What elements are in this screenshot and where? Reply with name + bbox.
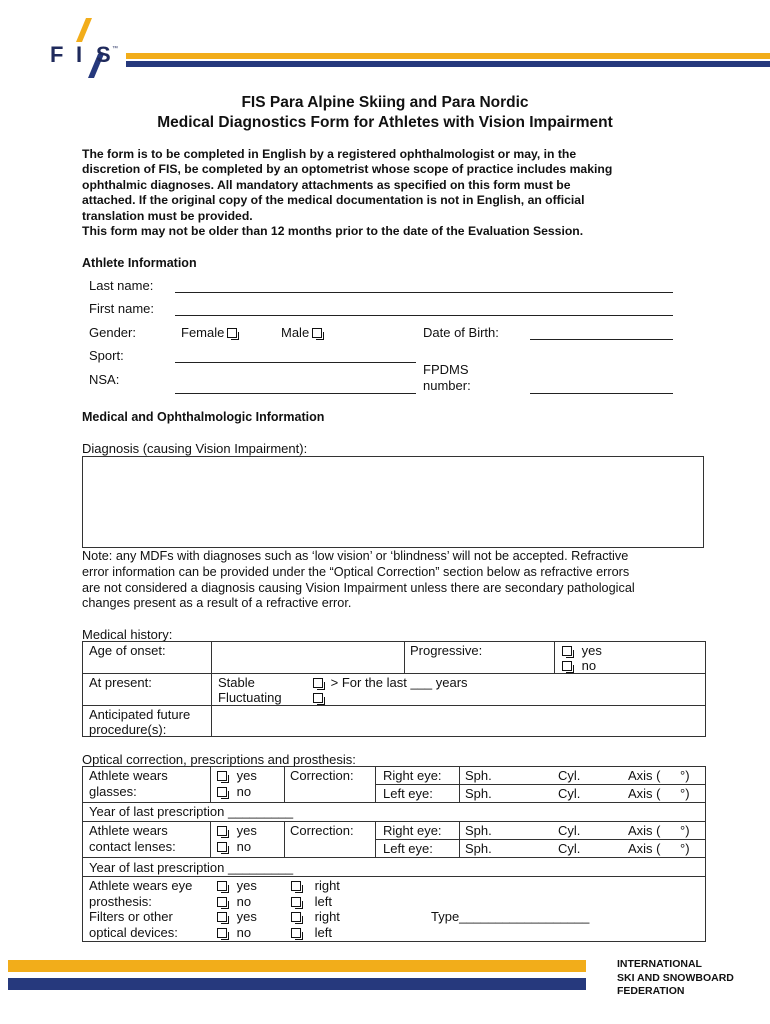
anticipated-label	[89, 707, 190, 737]
filters-yes-checkbox[interactable]	[217, 912, 227, 922]
form-title-line2: Medical Diagnostics Form for Athletes with Vision Impairment	[157, 114, 613, 131]
yes-label: yes	[236, 878, 257, 893]
gender-label: Gender:	[89, 325, 136, 340]
prosthesis-right-checkbox[interactable]	[291, 881, 301, 891]
contacts-label	[89, 823, 176, 855]
filters-right-checkbox[interactable]	[291, 912, 301, 922]
contacts-year-last-prescription: Year of last prescription _________	[89, 860, 294, 875]
right-label: right	[314, 878, 340, 893]
dob-label: Date of Birth:	[423, 325, 499, 340]
fpdms-field[interactable]	[530, 393, 673, 394]
gender-female-option[interactable]	[181, 325, 237, 340]
note-line: changes present as a result of a refractive error.	[82, 596, 352, 611]
glasses-correction-label: Correction:	[290, 768, 354, 783]
contacts-label-line2: contact lenses:	[89, 839, 176, 854]
prosthesis-yes-checkbox[interactable]	[217, 881, 227, 891]
optical-table	[82, 766, 706, 942]
footer-stripe-yellow	[8, 960, 586, 972]
progressive-no-option[interactable]	[562, 658, 596, 673]
glasses-right-eye-label: Right eye:	[383, 768, 442, 783]
yes-label: yes	[581, 643, 602, 658]
left-label: left	[314, 925, 332, 940]
form-title-line1: FIS Para Alpine Skiing and Para Nordic	[241, 94, 529, 111]
glasses-right-cyl: Cyl.	[558, 768, 581, 783]
right-label: right	[314, 909, 340, 924]
first-name-label: First name:	[89, 301, 155, 316]
gender-male-option[interactable]	[281, 325, 322, 340]
contacts-left-axis: Axis (	[628, 841, 661, 856]
filters-left-option[interactable]	[291, 925, 332, 940]
medical-history-heading: Medical history:	[82, 627, 173, 642]
diagnosis-note	[82, 549, 712, 612]
no-label: no	[236, 894, 252, 909]
glasses-right-axis: Axis (	[628, 768, 661, 783]
left-label: left	[314, 894, 332, 909]
federation-line1: INTERNATIONAL	[617, 958, 702, 970]
fluctuating-label: Fluctuating	[218, 690, 282, 705]
stable-option[interactable]	[313, 675, 468, 690]
logo-trademark: ™	[112, 46, 118, 52]
glasses-label-line2: glasses:	[89, 784, 137, 799]
stable-checkbox[interactable]	[313, 678, 323, 688]
age-onset-label: Age of onset:	[89, 643, 166, 658]
filters-label-line1: Filters or other	[89, 909, 173, 924]
logo-letter-s: S	[96, 42, 111, 67]
dob-field[interactable]	[530, 339, 673, 340]
no-label: no	[236, 839, 252, 854]
glasses-left-cyl: Cyl.	[558, 786, 581, 801]
fis-logo-mark	[46, 16, 126, 80]
glasses-left-eye-label: Left eye:	[383, 786, 433, 801]
no-label: no	[236, 925, 252, 940]
federation-line3: FEDERATION	[617, 985, 685, 997]
athlete-info-heading: Athlete Information	[82, 256, 197, 270]
diagnosis-label: Diagnosis (causing Vision Impairment):	[82, 441, 308, 456]
header-stripe-yellow	[126, 53, 770, 59]
glasses-label	[89, 768, 168, 800]
prosthesis-label-line1: Athlete wears eye	[89, 878, 193, 893]
intro-line: discretion of FIS, be completed by an optometrist whose scope of practice includes making	[82, 162, 613, 177]
intro-line: The form is to be completed in English by a registered ophthalmologist or may, in the	[82, 147, 577, 161]
yes-label: yes	[236, 909, 257, 924]
contacts-right-cyl: Cyl.	[558, 823, 581, 838]
glasses-right-sph: Sph.	[465, 768, 492, 783]
contacts-correction-label: Correction:	[290, 823, 354, 838]
prosthesis-label-line2: prosthesis:	[89, 893, 152, 909]
filters-type-field[interactable]: Type__________________	[431, 909, 590, 924]
contacts-left-cyl: Cyl.	[558, 841, 581, 856]
glasses-left-deg: °)	[680, 786, 690, 801]
no-label: no	[236, 784, 252, 799]
glasses-no-option[interactable]	[217, 784, 251, 799]
footer-stripe-blue	[8, 978, 586, 990]
prosthesis-left-option[interactable]	[291, 894, 332, 909]
prosthesis-left-checkbox[interactable]	[291, 897, 301, 907]
prosthesis-no-option[interactable]	[217, 894, 251, 909]
prosthesis-yes-option[interactable]	[217, 878, 257, 893]
filters-no-option[interactable]	[217, 925, 251, 940]
anticipated-label-line2: procedure(s):	[89, 722, 167, 737]
federation-line2: SKI AND SNOWBOARD	[617, 971, 734, 984]
yes-label: yes	[236, 823, 257, 838]
contacts-right-eye-label: Right eye:	[383, 823, 442, 838]
male-checkbox[interactable]	[312, 328, 322, 338]
last-name-label: Last name:	[89, 278, 154, 293]
contacts-no-option[interactable]	[217, 839, 251, 854]
first-name-field[interactable]	[175, 315, 673, 316]
fluctuating-checkbox[interactable]	[313, 693, 323, 703]
note-line: error information can be provided under the “Optical Correction” section below as refractive errors	[82, 564, 630, 579]
diagnosis-textbox[interactable]	[82, 456, 704, 548]
logo-letter-i: I	[76, 42, 83, 67]
at-present-label: At present:	[89, 675, 152, 690]
filters-label	[89, 909, 178, 940]
contacts-no-checkbox[interactable]	[217, 842, 227, 852]
contacts-right-sph: Sph.	[465, 823, 492, 838]
filters-no-checkbox[interactable]	[217, 928, 227, 938]
glasses-label-line1: Athlete wears	[89, 768, 168, 783]
sport-field[interactable]	[175, 362, 416, 363]
female-label: Female	[181, 325, 225, 340]
note-line: Note: any MDFs with diagnoses such as ‘low vision’ or ‘blindness’ will not be accepted. Refractive	[82, 549, 629, 563]
fpdms-label-line1: FPDMS	[423, 362, 469, 377]
header-stripe-blue	[126, 61, 770, 67]
progressive-label: Progressive:	[410, 643, 483, 658]
fis-logo	[46, 16, 126, 80]
nsa-label: NSA:	[89, 372, 120, 387]
glasses-yes-checkbox[interactable]	[217, 771, 227, 781]
medical-history-table	[82, 641, 706, 737]
progressive-no-checkbox[interactable]	[562, 661, 572, 671]
contacts-left-eye-label: Left eye:	[383, 841, 433, 856]
stable-label: Stable	[218, 675, 255, 690]
sport-label: Sport:	[89, 348, 124, 363]
prosthesis-label	[89, 878, 192, 909]
filters-yes-option[interactable]	[217, 909, 257, 924]
intro-line: translation must be provided.	[82, 208, 253, 223]
intro-line: attached. If the original copy of the medical documentation is not in English, an official	[82, 193, 585, 208]
filters-right-option[interactable]	[291, 909, 340, 924]
glasses-right-deg: °)	[680, 768, 690, 783]
glasses-left-axis: Axis (	[628, 786, 661, 801]
filters-label-line2: optical devices:	[89, 924, 178, 940]
contacts-right-deg: °)	[680, 823, 690, 838]
glasses-left-sph: Sph.	[465, 786, 492, 801]
note-line: are not considered a diagnosis causing Vision Impairment unless there are secondary pathological	[82, 580, 635, 595]
contacts-yes-checkbox[interactable]	[217, 826, 227, 836]
contacts-left-deg: °)	[680, 841, 690, 856]
optical-heading: Optical correction, prescriptions and prosthesis:	[82, 752, 356, 767]
fpdms-label-line2: number:	[423, 378, 471, 393]
prosthesis-right-option[interactable]	[291, 878, 340, 893]
intro-text	[82, 147, 712, 239]
contacts-label-line1: Athlete wears	[89, 823, 168, 838]
fpdms-label	[423, 362, 471, 394]
last-name-field[interactable]	[175, 292, 673, 293]
no-label: no	[581, 658, 597, 673]
anticipated-label-line1: Anticipated future	[89, 707, 191, 722]
federation-name	[617, 958, 734, 999]
medical-info-heading: Medical and Ophthalmologic Information	[82, 410, 325, 424]
glasses-year-last-prescription: Year of last prescription _________	[89, 804, 294, 819]
yes-label: yes	[236, 768, 257, 783]
progressive-yes-checkbox[interactable]	[562, 646, 572, 656]
filters-left-checkbox[interactable]	[291, 928, 301, 938]
nsa-field[interactable]	[175, 393, 416, 394]
logo-letter-f: F	[50, 42, 64, 67]
progressive-yes-option[interactable]	[562, 643, 602, 658]
intro-line: This form may not be older than 12 months prior to the date of the Evaluation Session.	[82, 224, 584, 239]
contacts-yes-option[interactable]	[217, 823, 257, 838]
fluctuating-option[interactable]	[313, 690, 323, 705]
prosthesis-no-checkbox[interactable]	[217, 897, 227, 907]
contacts-left-sph: Sph.	[465, 841, 492, 856]
for-last-years-label: > For the last ___ years	[330, 675, 468, 690]
glasses-no-checkbox[interactable]	[217, 787, 227, 797]
male-label: Male	[281, 325, 310, 340]
contacts-right-axis: Axis (	[628, 823, 661, 838]
intro-line: ophthalmic diagnoses. All mandatory attachments as specified on this form must be	[82, 177, 571, 192]
glasses-yes-option[interactable]	[217, 768, 257, 783]
female-checkbox[interactable]	[227, 328, 237, 338]
